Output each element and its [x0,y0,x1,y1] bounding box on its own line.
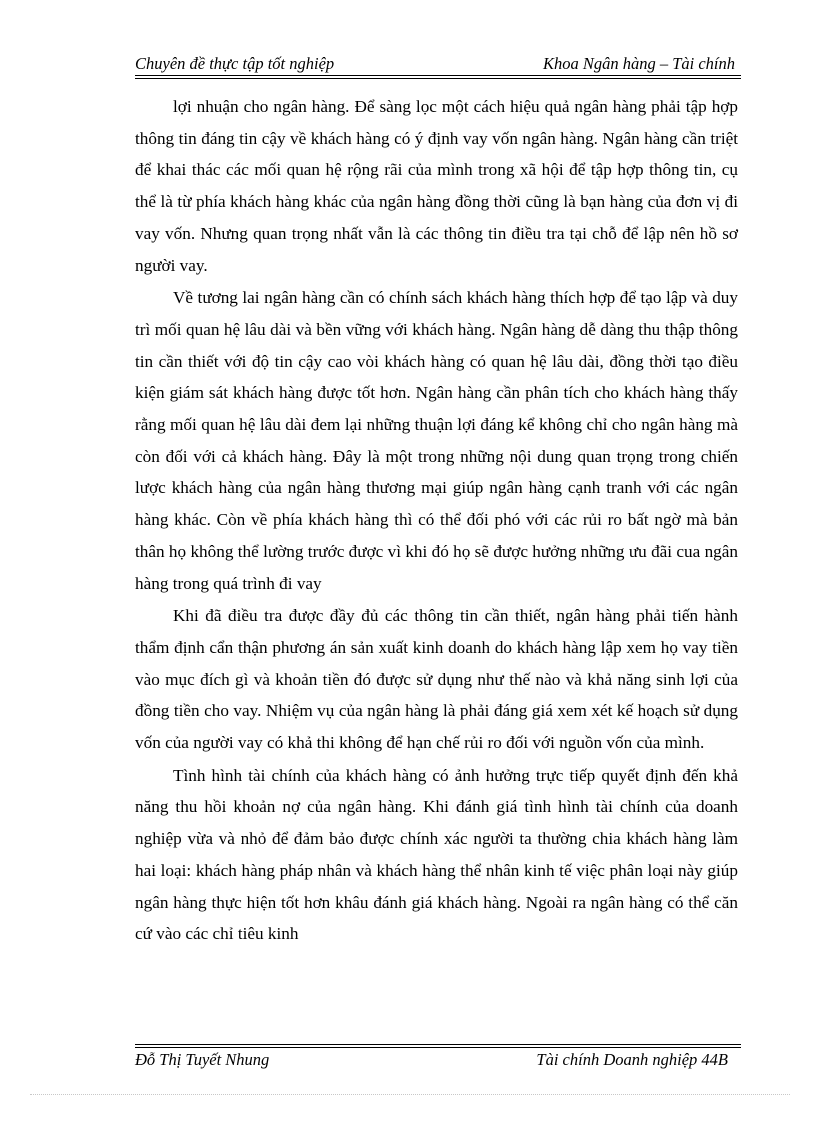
paragraph-2: Về tương lai ngân hàng cần có chính sách khách hàng thích hợp để tạo lập và duy trì mối quan hệ lâu dài và bền vững với khách hàng. Ngân hàng dễ dàng thu thập thông tin cần thiết với độ tin cậy cao vòi khách hàng có quan hệ lâu dài, đồng thời tạo điều kiện giám sát khách hàng được tốt hơn. Ngân hàng cần phân tích cho khách hàng thấy rằng mối quan hệ lâu dài đem lại những thuận lợi đáng kể không chỉ cho ngân hàng mà còn đối với cả khách hàng. Đây là một trong những nội dung quan trọng trong chiến lược khách hàng của ngân hàng thương mại giúp ngân hàng cạnh tranh với các ngân hàng khác. Còn về phía khách hàng thì có thể đối phó với các rủi ro bất ngờ mà bản thân họ không thể lường trước được vì khi đó họ sẽ được hưởng những ưu đãi cua ngân hàng trong quá trình đi vay [135,288,738,593]
header-faculty: Khoa Ngân hàng – Tài chính [542,54,735,73]
footer-rule-thin [135,1044,741,1045]
page-bottom-dotted-line [30,1094,790,1095]
header-rule-thin [135,78,741,79]
header-document-title: Chuyên đề thực tập tốt nghiệp [135,54,335,73]
page-header [135,54,741,76]
page-footer [135,1050,741,1072]
footer-class: Tài chính Doanh nghiệp 44B [536,1050,728,1069]
paragraph-3: Khi đã điều tra được đầy đủ các thông tin cần thiết, ngân hàng phải tiến hành thẩm định cẩn thận phương án sản xuất kinh doanh do khách hàng lập xem họ vay tiền vào mục đích gì và khoản tiền đó được sử dụng như thế nào và khả năng sinh lợi của đồng tiền cho vay. Nhiệm vụ của ngân hàng là phải đáng giá xem xét kế hoạch sử dụng vốn của người vay có khả thi không để hạn chế rủi ro đối với nguồn vốn của mình. [135,606,738,753]
footer-author: Đỗ Thị Tuyết Nhung [135,1050,270,1069]
footer-rule [135,1047,741,1048]
paragraph-4: Tình hình tài chính của khách hàng có ảnh hưởng trực tiếp quyết định đến khả năng thu hồi khoản nợ của ngân hàng. Khi đánh giá tình hình tài chính của doanh nghiệp vừa và nhỏ để đảm bảo được chính xác người ta thường chia khách hàng làm hai loại: khách hàng pháp nhân và khách hàng thể nhân kinh tế việc phân loại này giúp ngân hàng thực hiện tốt hơn khâu đánh giá khách hàng. Ngoài ra ngân hàng có thể căn cứ vào các chỉ tiêu kinh [135,765,738,944]
header-rule [135,75,741,76]
page-body [135,91,738,951]
paragraph-1: lợi nhuận cho ngân hàng. Để sàng lọc một cách hiệu quả ngân hàng phải tập hợp thông tin đáng tin cậy về khách hàng có ý định vay vốn ngân hàng. Ngân hàng cần triệt để khai thác các mối quan hệ rộng rãi của mình trong xã hội để tập hợp thông tin, cụ thể là từ phía khách hàng khác của ngân hàng đồng thời cũng là bạn hàng của đơn vị đi vay vốn. Nhưng quan trọng nhất vẫn là các thông tin điều tra tại chỗ để lập nên hồ sơ người vay. [135,97,738,275]
